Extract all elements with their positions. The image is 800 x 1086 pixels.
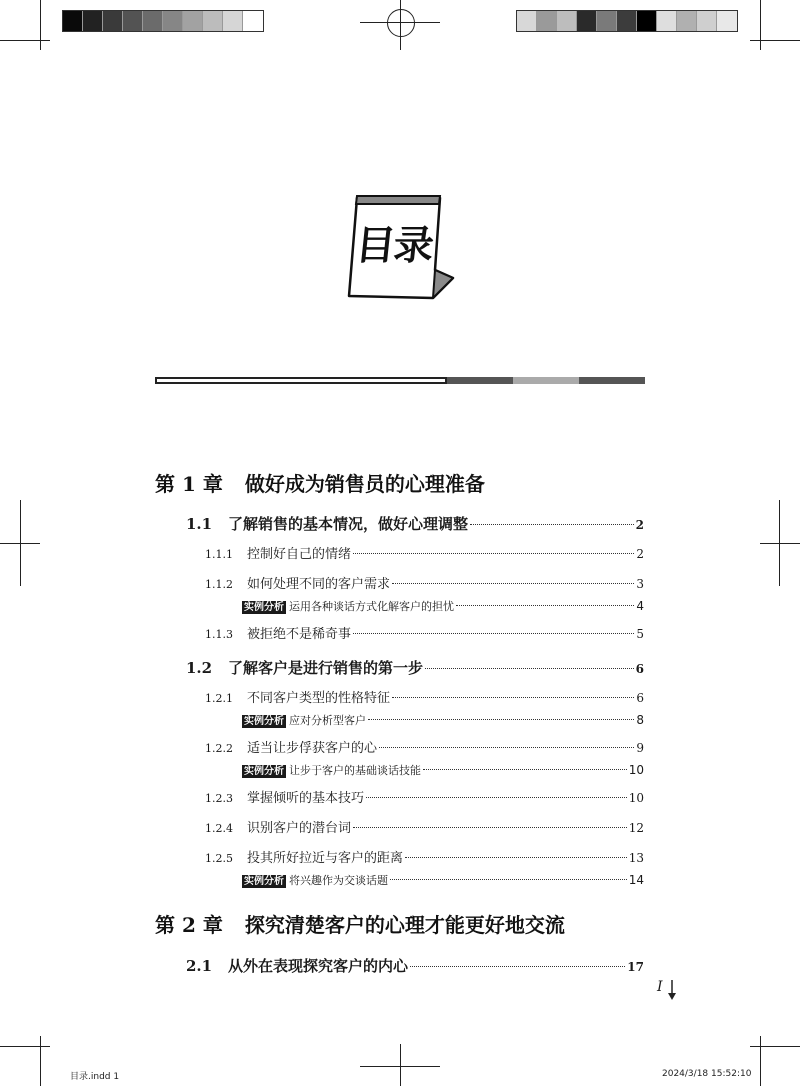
subsection-number: 1.1.3 (205, 628, 233, 641)
subsection-title: 如何处理不同的客户需求 (247, 577, 391, 592)
leader-dots (353, 814, 627, 828)
subsection-number: 1.1.1 (205, 548, 233, 561)
down-arrow-icon (666, 980, 678, 1000)
toc-subsection[interactable] (205, 623, 644, 642)
color-bar-left (62, 10, 264, 32)
subsection-title: 掌握倾听的基本技巧 (247, 791, 365, 806)
section-title: 从外在表现探究客户的内心 (228, 957, 409, 975)
color-swatch (243, 11, 263, 31)
header-divider (155, 377, 645, 384)
color-swatch (537, 11, 557, 31)
toc-subsection[interactable] (205, 737, 644, 756)
color-swatch (143, 11, 163, 31)
crop-mark (760, 1036, 761, 1086)
chapter-title: 探究清楚客户的心理才能更好地交流 (244, 913, 565, 937)
leader-dots (405, 844, 627, 858)
leader-dots (390, 868, 627, 880)
section-number: 1.1 (186, 515, 213, 533)
page-number: 14 (628, 873, 644, 887)
page-number: 3 (636, 577, 644, 591)
crop-mark (40, 0, 41, 50)
leader-dots (392, 684, 634, 698)
case-study-badge: 实例分析 (244, 766, 284, 777)
toc-subsection[interactable] (205, 787, 644, 806)
color-bar-right (516, 10, 738, 32)
case-study-badge: 实例分析 (244, 602, 284, 613)
subsection-number: 1.1.2 (205, 578, 233, 591)
subsection-title: 投其所好拉近与客户的距离 (247, 851, 404, 866)
toc-subsection[interactable] (205, 817, 644, 836)
toc-case-study[interactable] (242, 712, 644, 728)
case-study-title: 应对分析型客户 (289, 714, 366, 727)
case-study-badge: 实例分析 (244, 716, 284, 727)
crop-mark (40, 1036, 41, 1086)
toc-case-study[interactable] (242, 762, 644, 778)
subsection-number: 1.2.1 (205, 692, 233, 705)
leader-dots (410, 951, 625, 967)
case-study-title: 运用各种谈话方式化解客户的担忧 (289, 600, 454, 613)
page-number: 4 (636, 599, 644, 613)
toc-case-study[interactable] (242, 872, 644, 888)
section-number: 2.1 (186, 957, 213, 975)
crop-mark (0, 40, 50, 41)
registration-mark (360, 1066, 440, 1067)
subsection-number: 1.2.3 (205, 792, 233, 805)
chapter-heading (155, 909, 565, 938)
case-study-badge: 实例分析 (244, 876, 284, 887)
toc-section[interactable] (186, 513, 644, 534)
chapter-heading (155, 468, 485, 497)
registration-mark (760, 543, 800, 544)
slug-filename: 目录.indd 1 (70, 1072, 120, 1082)
color-swatch (577, 11, 597, 31)
color-swatch (637, 11, 657, 31)
toc-title: 目录 (353, 223, 435, 269)
crop-mark (0, 1046, 50, 1047)
crop-mark (760, 0, 761, 50)
color-swatch (657, 11, 677, 31)
divider-segment (513, 377, 579, 384)
color-swatch (697, 11, 717, 31)
subsection-title: 适当让步俘获客户的心 (247, 741, 378, 756)
slug-timestamp: 2024/3/18 15:52:10 (662, 1069, 752, 1079)
color-swatch (203, 11, 223, 31)
color-swatch (677, 11, 697, 31)
color-swatch (223, 11, 243, 31)
leader-dots (353, 620, 634, 634)
subsection-number: 1.2.4 (205, 822, 233, 835)
toc-section[interactable] (186, 657, 644, 678)
color-swatch (183, 11, 203, 31)
color-swatch (163, 11, 183, 31)
page-number: 10 (628, 791, 644, 805)
subsection-title: 被拒绝不是稀奇事 (247, 627, 352, 642)
subsection-number: 1.2.5 (205, 852, 233, 865)
section-title: 了解客户是进行销售的第一步 (228, 659, 424, 677)
color-swatch (597, 11, 617, 31)
toc-subsection[interactable] (205, 847, 644, 866)
subsection-number: 1.2.2 (205, 742, 233, 755)
subsection-title: 不同客户类型的性格特征 (247, 691, 391, 706)
divider-segment (579, 377, 645, 384)
page-number: 2 (636, 547, 644, 561)
leader-dots (423, 758, 627, 770)
section-title: 了解销售的基本情况，做好心理调整 (228, 515, 469, 533)
case-study-title: 将兴趣作为交谈话题 (289, 874, 388, 887)
toc-subsection[interactable] (205, 573, 644, 592)
crop-mark (750, 1046, 800, 1047)
subsection-title: 识别客户的潜台词 (247, 821, 352, 836)
color-swatch (83, 11, 103, 31)
leader-dots (368, 708, 634, 720)
color-swatch (717, 11, 737, 31)
registration-mark (400, 1044, 401, 1086)
page-folio: I (657, 979, 663, 995)
leader-dots (379, 734, 634, 748)
registration-circle (387, 9, 415, 37)
page-number: 12 (628, 821, 644, 835)
color-swatch (63, 11, 83, 31)
case-study-title: 让步于客户的基础谈话技能 (289, 764, 421, 777)
crop-mark (750, 40, 800, 41)
toc-section[interactable] (186, 955, 644, 976)
page-number: 8 (636, 713, 644, 727)
color-swatch (617, 11, 637, 31)
toc-subsection[interactable] (205, 687, 644, 706)
leader-dots (425, 653, 634, 669)
registration-mark (0, 543, 40, 544)
chapter-number: 第 1 章 (155, 472, 223, 496)
leader-dots (392, 570, 634, 584)
leader-dots (366, 784, 627, 798)
page-number: 13 (628, 851, 644, 865)
leader-dots (470, 509, 634, 525)
page-number: 5 (636, 627, 644, 641)
color-swatch (557, 11, 577, 31)
leader-dots (353, 540, 634, 554)
page-number: 6 (635, 662, 644, 676)
page-number: 17 (627, 960, 644, 974)
page-number: 6 (636, 691, 644, 705)
divider-segment (155, 377, 447, 384)
color-swatch (517, 11, 537, 31)
divider-segment (447, 377, 513, 384)
subsection-title: 控制好自己的情绪 (247, 547, 352, 562)
color-swatch (103, 11, 123, 31)
page-number: 2 (635, 518, 644, 532)
color-swatch (123, 11, 143, 31)
toc-subsection[interactable] (205, 543, 644, 562)
leader-dots (456, 594, 634, 606)
chapter-number: 第 2 章 (155, 913, 223, 937)
page-number: 10 (628, 763, 644, 777)
chapter-title: 做好成为销售员的心理准备 (244, 472, 485, 496)
page-number: 9 (636, 741, 644, 755)
section-number: 1.2 (186, 659, 213, 677)
toc-case-study[interactable] (242, 598, 644, 614)
